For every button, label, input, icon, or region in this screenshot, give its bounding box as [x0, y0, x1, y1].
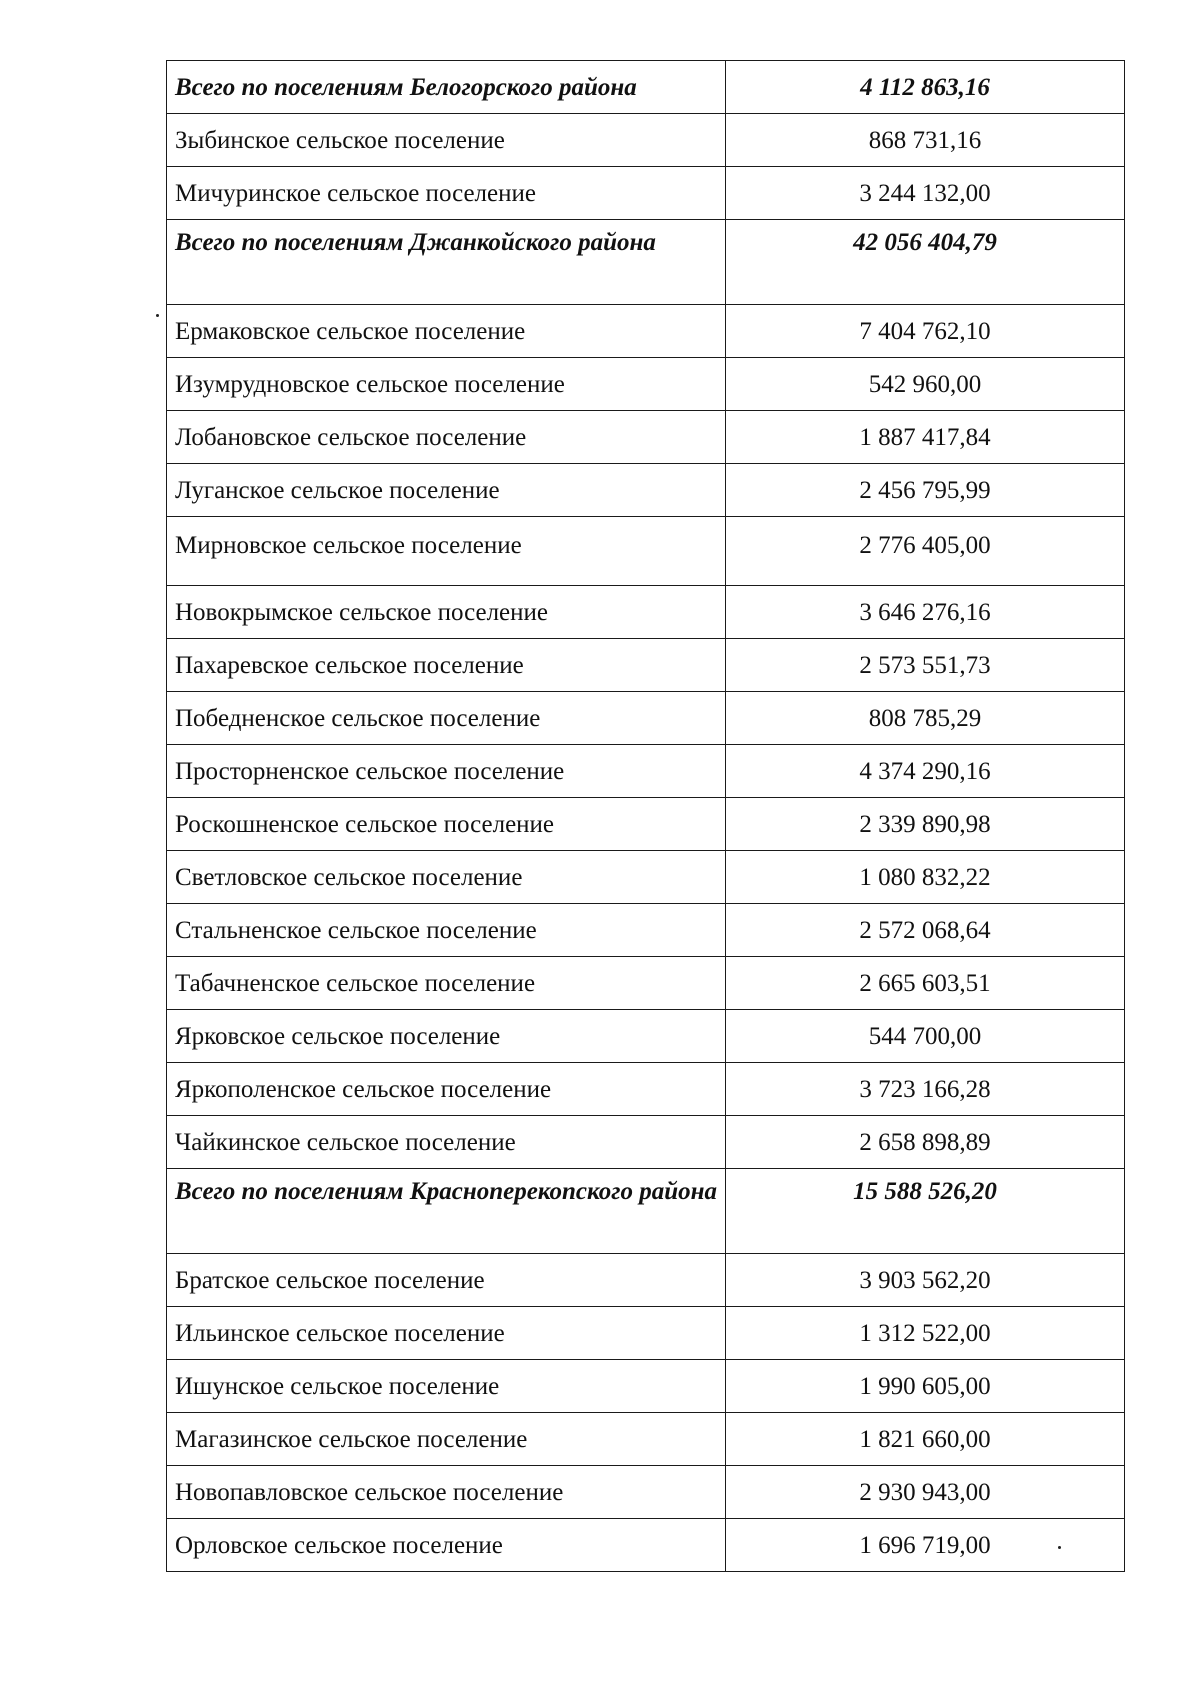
table-row: [167, 1307, 1125, 1360]
scan-speck: [156, 314, 159, 317]
row-amount-cell: 1 990 605,00: [726, 1360, 1125, 1413]
row-name-cell: Магазинское сельское поселение: [167, 1413, 726, 1466]
row-amount-cell: 2 930 943,00: [726, 1466, 1125, 1519]
table-row: [167, 692, 1125, 745]
table-row: [167, 1466, 1125, 1519]
row-name-cell: Стальненское сельское поселение: [167, 904, 726, 957]
row-name-cell: Просторненское сельское поселение: [167, 745, 726, 798]
table-row: [167, 1063, 1125, 1116]
row-name-cell: Ишунское сельское поселение: [167, 1360, 726, 1413]
row-name-cell: Чайкинское сельское поселение: [167, 1116, 726, 1169]
row-name-cell: Яркополенское сельское поселение: [167, 1063, 726, 1116]
row-name-cell: Зыбинское сельское поселение: [167, 114, 726, 167]
row-name-cell: Роскошненское сельское поселение: [167, 798, 726, 851]
row-name-cell: Всего по поселениям Джанкойского района: [167, 220, 726, 305]
table-row: [167, 1413, 1125, 1466]
row-amount-cell: 3 244 132,00: [726, 167, 1125, 220]
row-name-cell: Пахаревское сельское поселение: [167, 639, 726, 692]
row-amount-cell: 1 080 832,22: [726, 851, 1125, 904]
row-amount-cell: 3 903 562,20: [726, 1254, 1125, 1307]
table-row: [167, 851, 1125, 904]
row-amount-cell: 808 785,29: [726, 692, 1125, 745]
row-amount-cell: 2 658 898,89: [726, 1116, 1125, 1169]
row-name-cell: Светловское сельское поселение: [167, 851, 726, 904]
row-amount-cell: 2 456 795,99: [726, 464, 1125, 517]
row-name-cell: Всего по поселениям Красноперекопского района: [167, 1169, 726, 1254]
row-name-cell: Новопавловское сельское поселение: [167, 1466, 726, 1519]
row-name-cell: Всего по поселениям Белогорского района: [167, 61, 726, 114]
table-row: [167, 1360, 1125, 1413]
table-row: [167, 305, 1125, 358]
district-total-row: [167, 220, 1125, 305]
table-row: [167, 586, 1125, 639]
row-name-cell: Мирновское сельское поселение: [167, 517, 726, 586]
row-name-cell: Ермаковское сельское поселение: [167, 305, 726, 358]
settlements-budget-table: [166, 60, 1125, 1572]
row-amount-cell: 3 646 276,16: [726, 586, 1125, 639]
row-amount-cell: 1 696 719,00: [726, 1519, 1125, 1572]
district-total-row: [167, 61, 1125, 114]
row-amount-cell: 2 339 890,98: [726, 798, 1125, 851]
row-amount-cell: 42 056 404,79: [726, 220, 1125, 305]
row-name-cell: Новокрымское сельское поселение: [167, 586, 726, 639]
table-row: [167, 639, 1125, 692]
row-amount-cell: 2 572 068,64: [726, 904, 1125, 957]
table-row: [167, 1116, 1125, 1169]
table-row: [167, 464, 1125, 517]
district-total-row: [167, 1169, 1125, 1254]
table-row: [167, 411, 1125, 464]
table-row: [167, 358, 1125, 411]
row-name-cell: Табачненское сельское поселение: [167, 957, 726, 1010]
row-amount-cell: 15 588 526,20: [726, 1169, 1125, 1254]
row-name-cell: Орловское сельское поселение: [167, 1519, 726, 1572]
row-amount-cell: 1 821 660,00: [726, 1413, 1125, 1466]
row-amount-cell: 2 665 603,51: [726, 957, 1125, 1010]
table-row: [167, 798, 1125, 851]
table-row: [167, 1010, 1125, 1063]
table-row: [167, 1254, 1125, 1307]
table-row: [167, 167, 1125, 220]
row-amount-cell: 542 960,00: [726, 358, 1125, 411]
row-name-cell: Лобановское сельское поселение: [167, 411, 726, 464]
row-name-cell: Изумрудновское сельское поселение: [167, 358, 726, 411]
table-row: [167, 745, 1125, 798]
row-amount-cell: 3 723 166,28: [726, 1063, 1125, 1116]
row-amount-cell: 1 312 522,00: [726, 1307, 1125, 1360]
row-amount-cell: 2 573 551,73: [726, 639, 1125, 692]
row-name-cell: Мичуринское сельское поселение: [167, 167, 726, 220]
row-name-cell: Братское сельское поселение: [167, 1254, 726, 1307]
table-row: [167, 114, 1125, 167]
row-amount-cell: 2 776 405,00: [726, 517, 1125, 586]
row-amount-cell: 544 700,00: [726, 1010, 1125, 1063]
table-row: [167, 517, 1125, 586]
row-amount-cell: 868 731,16: [726, 114, 1125, 167]
row-name-cell: Луганское сельское поселение: [167, 464, 726, 517]
table-row: [167, 1519, 1125, 1572]
row-amount-cell: 4 112 863,16: [726, 61, 1125, 114]
table-row: [167, 904, 1125, 957]
row-amount-cell: 7 404 762,10: [726, 305, 1125, 358]
row-name-cell: Ярковское сельское поселение: [167, 1010, 726, 1063]
row-name-cell: Ильинское сельское поселение: [167, 1307, 726, 1360]
row-amount-cell: 4 374 290,16: [726, 745, 1125, 798]
row-name-cell: Победненское сельское поселение: [167, 692, 726, 745]
table-row: [167, 957, 1125, 1010]
scan-speck: [1058, 1546, 1061, 1549]
row-amount-cell: 1 887 417,84: [726, 411, 1125, 464]
